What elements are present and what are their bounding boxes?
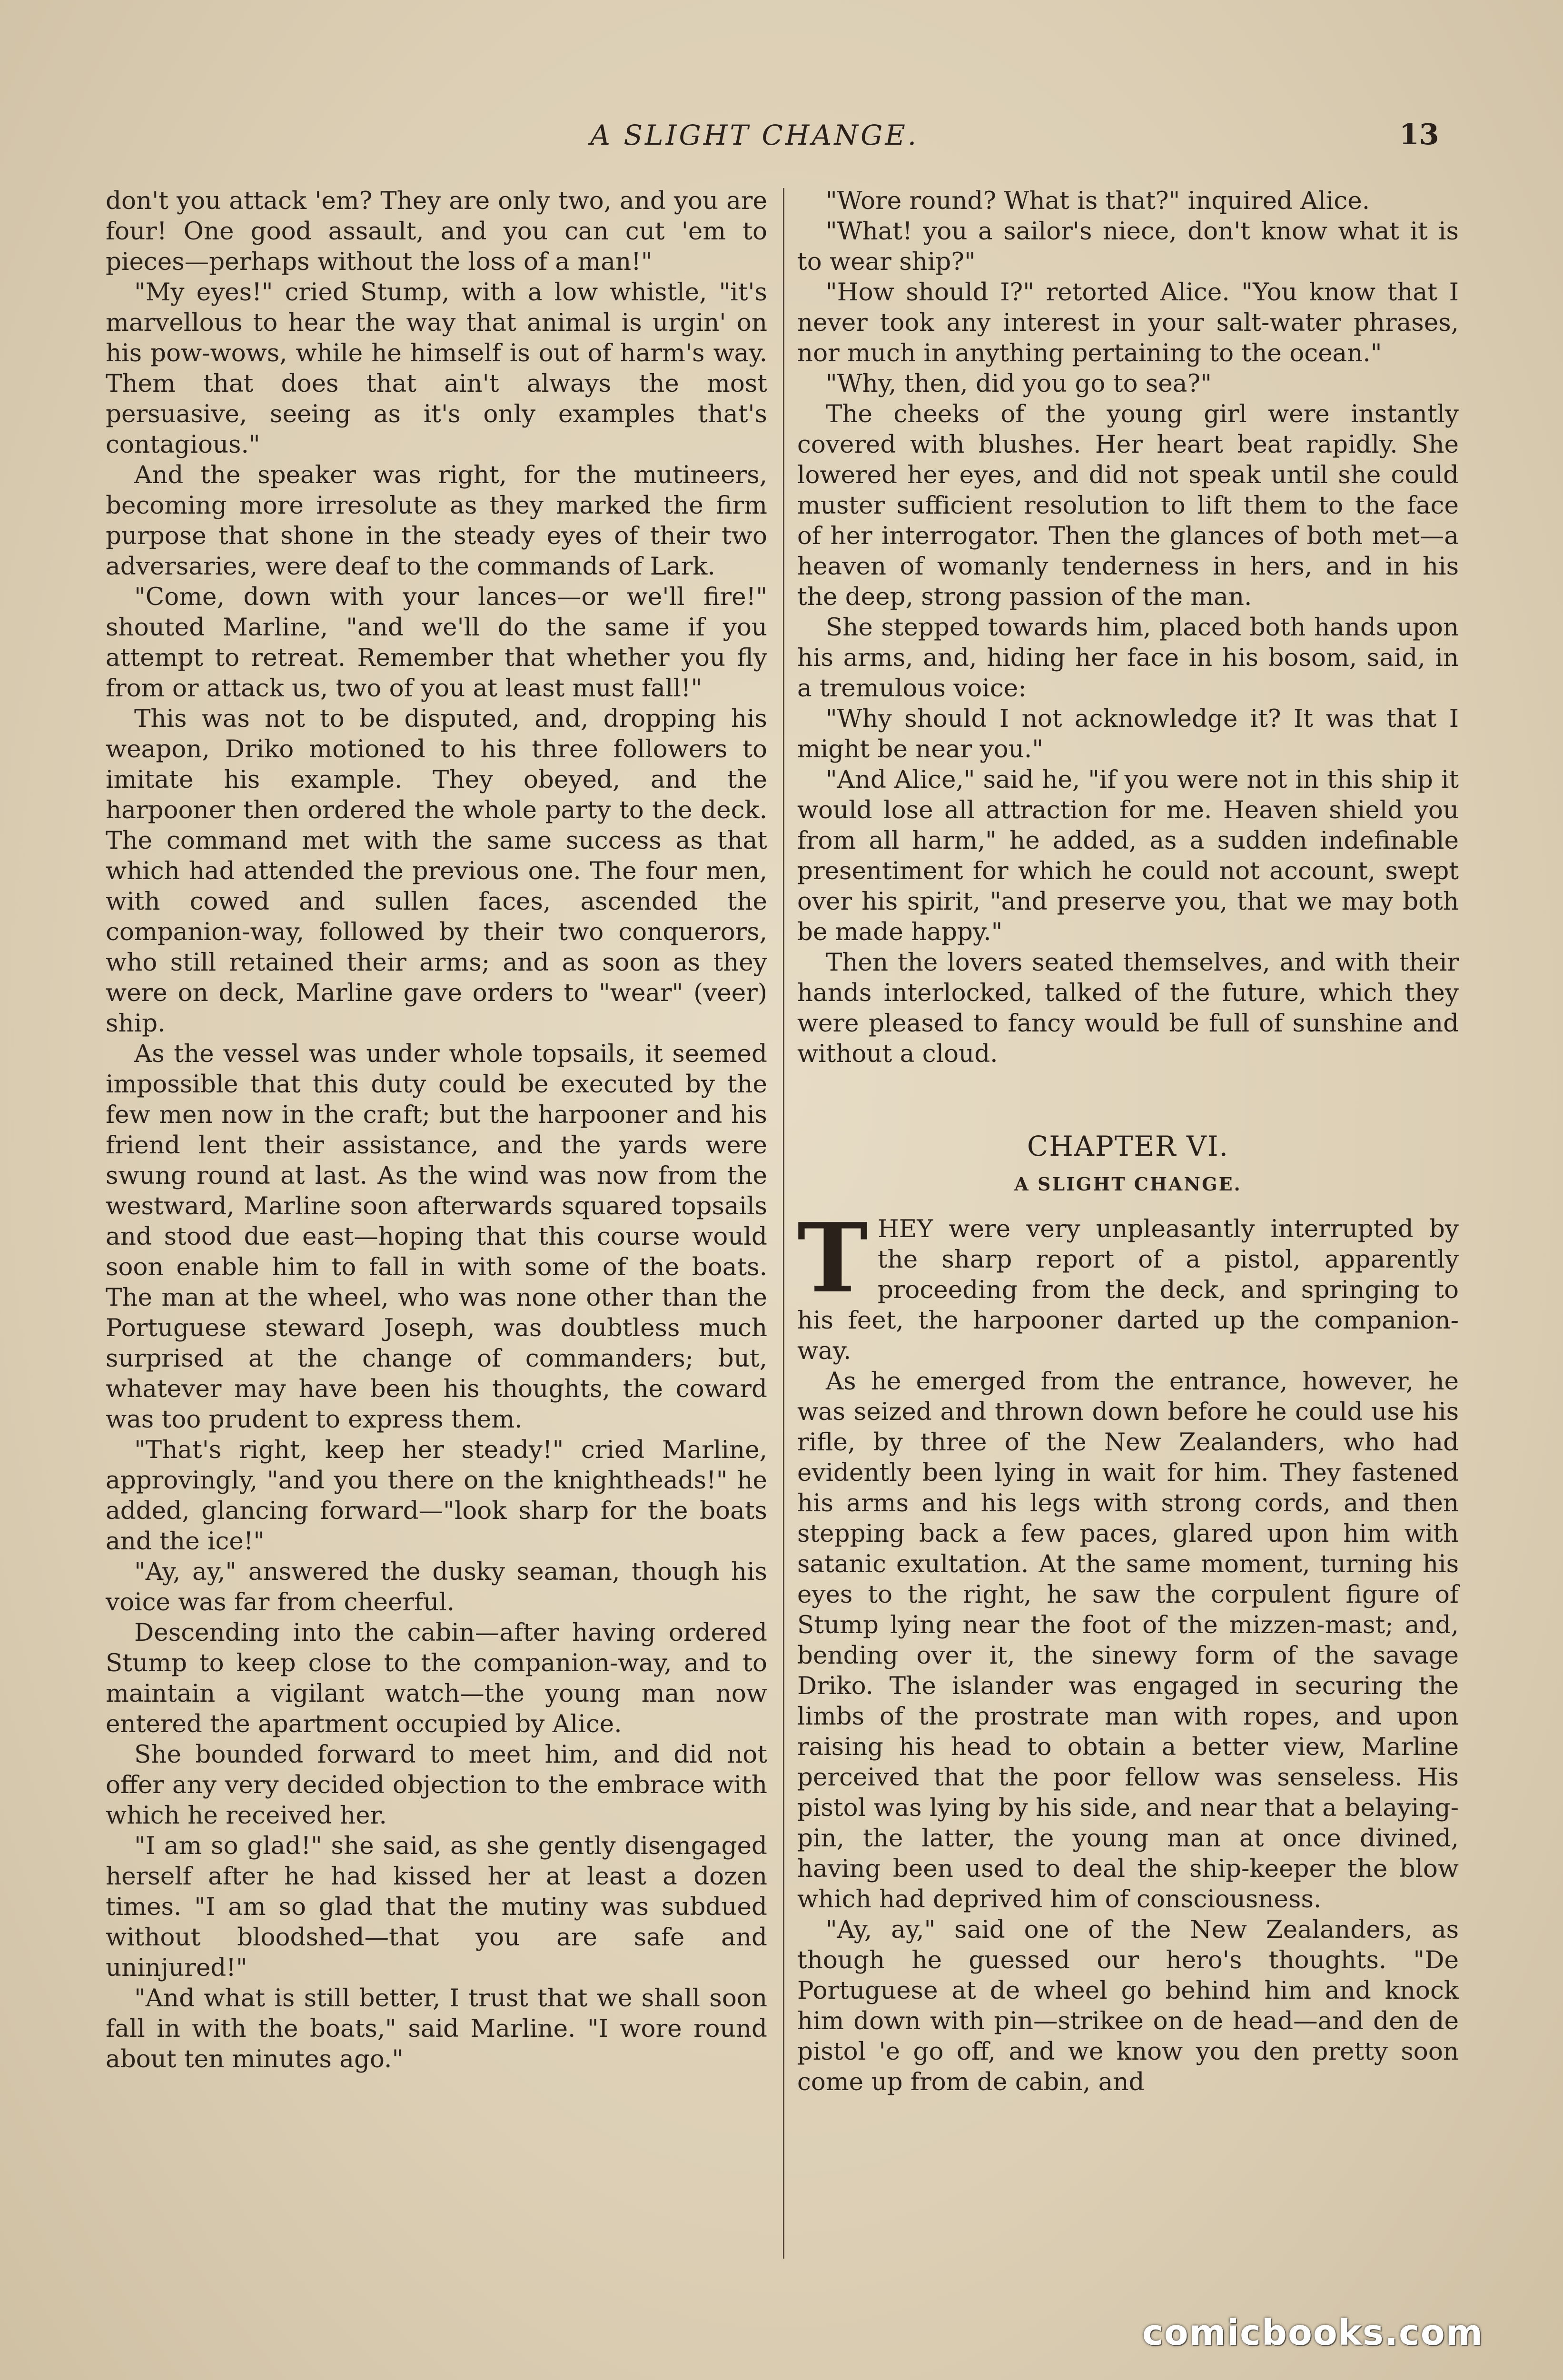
paragraph: This was not to be disputed, and, dropping his weapon, Driko motioned to his three followers to imitate his example. They obeyed, and the harpooner then ordered the whole party to the deck. The command met with the same success as that which had attended the previous one. The four men, with cowed and sullen faces, ascended the companion-way, followed by their two conquerors, who still retained their arms; and as soon as they were on deck, Marline gave orders to "wear" (veer) ship.: [106, 704, 767, 1038]
paragraph: "How should I?" retorted Alice. "You know that I never took any interest in your salt-water phrases, nor much in anything pertaining to the ocean.": [797, 278, 1459, 367]
chapter-subtitle: A SLIGHT CHANGE.: [1014, 1173, 1242, 1195]
paragraph: Then the lovers seated themselves, and with their hands interlocked, talked of the future, which they were pleased to fancy would be full of sunshine and without a cloud.: [797, 948, 1459, 1068]
paragraph: "Come, down with your lances—or we'll fire!" shouted Marline, "and we'll do the same if you attempt to retreat. Remember that whether you fly from or attack us, two of you at least must fall!": [106, 583, 767, 703]
paragraph: "And what is still better, I trust that we shall soon fall in with the boats," said Marline. "I wore round about ten minutes ago.": [106, 1984, 767, 2073]
paragraph: "Why, then, did you go to sea?": [826, 369, 1212, 398]
paragraph: "What! you a sailor's niece, don't know what it is to wear ship?": [797, 217, 1459, 276]
paragraph: don't you attack 'em? They are only two, and you are four! One good assault, and you can cut 'em to pieces—perhaps without the loss of a man!": [106, 187, 767, 276]
paragraph: Descending into the cabin—after having ordered Stump to keep close to the companion-way, and to maintain a vigilant watch—the young man now entered the apartment occupied by Alice.: [106, 1618, 767, 1738]
chapter-title: CHAPTER VI.: [1027, 1130, 1229, 1162]
drop-cap: T: [797, 1202, 868, 1314]
paragraph: "And Alice," said he, "if you were not in this ship it would lose all attraction for me. Heaven shield you from all harm," he added, as a sudden indefinable presentiment for which he could not account, swept over his spirit, "and preserve you, that we may both be made happy.": [797, 765, 1459, 946]
paragraph: "Ay, ay," answered the dusky seaman, though his voice was far from cheerful.: [106, 1557, 767, 1616]
paragraph: "My eyes!" cried Stump, with a low whistle, "it's marvellous to hear the way that animal is urgin' on his pow-wows, while he himself is out of harm's way. Them that does that ain't always the most persuasive, seeing as it's only examples that's contagious.": [106, 278, 767, 459]
page-number: 13: [1399, 118, 1439, 151]
paragraph: "I am so glad!" she said, as she gently disengaged herself after he had kissed her at least a dozen times. "I am so glad that the mutiny was subdued without bloodshed—that you are safe and uninjured!": [106, 1832, 767, 1982]
running-head: A SLIGHT CHANGE.: [590, 119, 919, 151]
paragraph: The cheeks of the young girl were instantly covered with blushes. Her heart beat rapidly. She lowered her eyes, and did not speak until she could muster sufficient resolution to lift them to the face of her interrogator. Then the glances of both met—a heaven of womanly tenderness in hers, and in his the deep, strong passion of the man.: [797, 400, 1459, 611]
paragraph: "Wore round? What is that?" inquired Alice.: [826, 187, 1370, 215]
paragraph: "Why should I not acknowledge it? It was that I might be near you.": [797, 704, 1459, 764]
paragraph: She stepped towards him, placed both hands upon his arms, and, hiding her face in his bosom, said, in a tremulous voice:: [797, 613, 1459, 703]
opening-text: HEY were very unpleasantly interrupted by the sharp report of a pistol, apparently proceeding from the deck, and springing to his feet, the harpooner darted up the companion-way.: [797, 1215, 1459, 1365]
paragraph: And the speaker was right, for the mutineers, becoming more irresolute as they marked the firm purpose that shone in the steady eyes of their two adversaries, were deaf to the commands of Lark.: [106, 461, 767, 581]
paragraph: "Ay, ay," said one of the New Zealanders, as though he guessed our hero's thoughts. "De Portuguese at de wheel go behind him and knock him down with pin—strikee on de head—and den de pistol 'e go off, and we know you den pretty soon come up from de cabin, and: [797, 1915, 1459, 2096]
right-column: [797, 186, 1459, 2097]
chapter-opening-paragraph: [797, 1202, 1459, 1366]
paragraph: "That's right, keep her steady!" cried Marline, approvingly, "and you there on the knightheads!" he added, glancing forward—"look sharp for the boats and the ice!": [106, 1436, 767, 1556]
watermark: comicbooks.com: [1142, 2312, 1484, 2353]
paragraph: She bounded forward to meet him, and did not offer any very decided objection to the embrace with which he received her.: [106, 1740, 767, 1830]
left-column: [106, 186, 767, 2074]
paragraph: As he emerged from the entrance, however, he was seized and thrown down before he could use his rifle, by three of the New Zealanders, who had evidently been lying in wait for him. They fastened his arms and his legs with strong cords, and then stepping back a few paces, glared upon him with satanic exultation. At the same moment, turning his eyes to the right, he saw the corpulent figure of Stump lying near the foot of the mizzen-mast; and, bending over it, the sinewy form of the savage Driko. The islander was engaged in securing the limbs of the prostrate man with ropes, and upon raising his head to obtain a better view, Marline perceived that the poor fellow was senseless. His pistol was lying by his side, and near that a belaying-pin, the latter, the young man at once divined, having been used to deal the ship-keeper the blow which had deprived him of consciousness.: [797, 1367, 1459, 1914]
column-divider: [783, 188, 784, 2259]
paragraph: As the vessel was under whole topsails, it seemed impossible that this duty could be executed by the few men now in the craft; but the harpooner and his friend lent their assistance, and the yards were swung round at last. As the wind was now from the westward, Marline soon afterwards squared topsails and stood due east—hoping that this course would soon enable him to fall in with some of the boats. The man at the wheel, who was none other than the Portuguese steward Joseph, was doubtless much surprised at the change of commanders; but, whatever may have been his thoughts, the coward was too prudent to express them.: [106, 1040, 767, 1434]
